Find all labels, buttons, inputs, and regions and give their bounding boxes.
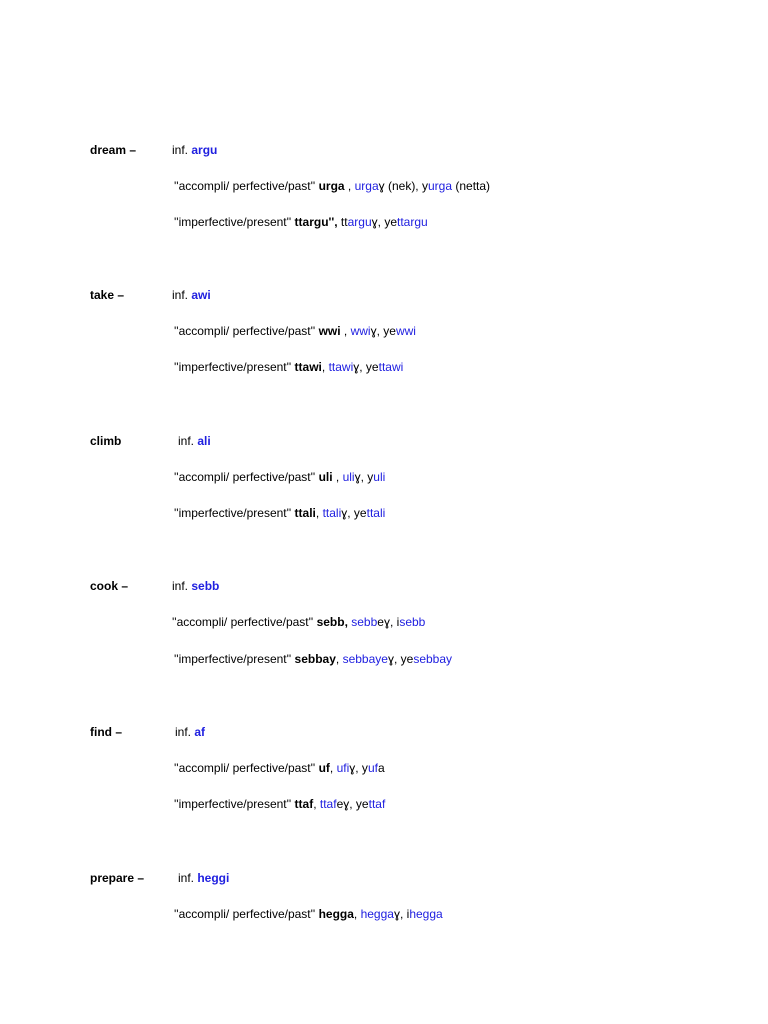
text-run: inf. [172,288,192,302]
text-run: ''imperfective/present'' [174,215,295,229]
highlighted-form: ttaf [368,797,386,811]
text-run: , [353,907,361,921]
entry-perfective-line [174,178,490,194]
highlighted-form: uf [367,761,378,775]
text-run: eɣ, [377,615,397,629]
entry-infinitive [172,287,211,303]
bold-form: ttawi [294,360,322,374]
bold-form: sebb, [316,615,348,629]
highlighted-form: sebbaye [342,652,388,666]
text-run: ɣ, ye [371,215,397,229]
highlighted-form: urga [354,179,379,193]
text-run: ''accompli/ perfective/past'' [174,179,319,193]
bold-form: uli [318,470,333,484]
text-run: , [315,506,323,520]
text-run: , [332,470,343,484]
text-run: (netta) [452,179,491,193]
highlighted-form: uli [373,470,386,484]
highlighted-form: ttali [322,506,342,520]
text-run: ''accompli/ perfective/past'' [174,470,319,484]
highlighted-form: argu [347,215,372,229]
text-run: inf. [178,434,198,448]
highlighted-form: hegga [409,907,443,921]
text-run: ɣ, ye [341,506,367,520]
text-run: , [335,652,343,666]
highlighted-form: ttaf [319,797,337,811]
highlighted-form: argu [191,143,218,157]
bold-form: sebbay [294,652,336,666]
highlighted-form: af [194,725,206,739]
entry-term: climb [90,434,122,448]
text-run: inf. [172,579,192,593]
entry-infinitive [175,724,205,740]
text-run: ''accompli/ perfective/past'' [172,615,317,629]
text-run: ɣ, y [354,470,374,484]
bold-form: ttali [294,506,316,520]
entry-imperfective-line [174,505,385,521]
highlighted-form: wwi [350,324,371,338]
bold-form: hegga [318,907,354,921]
text-run: eɣ, ye [336,797,369,811]
bold-form: uf [318,761,330,775]
text-run: a [377,761,385,775]
highlighted-form: urga [427,179,453,193]
entry-infinitive [172,142,217,158]
text-run: , [313,797,320,811]
text-run: ''imperfective/present'' [174,360,295,374]
bold-form: urga [318,179,345,193]
entry-perfective-line [174,469,385,485]
highlighted-form: ufi [336,761,350,775]
entry-term: prepare – [90,871,145,885]
text-run: , [340,324,351,338]
entry-infinitive [178,870,229,886]
entry-perfective-line [174,906,443,922]
text-run: ɣ, i [393,907,410,921]
text-run: ɣ, y [349,761,368,775]
text-run: inf. [178,871,198,885]
entry-term: cook – [90,579,129,593]
text-run: ɣ, ye [387,652,414,666]
text-run: ''imperfective/present'' [174,797,295,811]
entry-imperfective-line [174,214,428,230]
highlighted-form: wwi [395,324,416,338]
text-run: , [344,179,355,193]
highlighted-form: ttargu [397,215,428,229]
text-run: , [321,360,329,374]
entry-perfective-line [172,614,425,630]
text-run: ɣ (nek), y [378,179,428,193]
entry-perfective-line [174,760,385,776]
highlighted-form: sebb [399,615,426,629]
text-run: ''accompli/ perfective/past'' [174,761,319,775]
text-run: inf. [175,725,195,739]
highlighted-form: ali [197,434,211,448]
entry-infinitive [178,433,211,449]
entry-perfective-line [174,323,416,339]
highlighted-form: heggi [197,871,230,885]
entry-imperfective-line [174,796,385,812]
text-run: tt [337,215,348,229]
text-run: ɣ, ye [370,324,396,338]
entry-imperfective-line [174,359,403,375]
text-run: ''accompli/ perfective/past'' [174,907,319,921]
entry-term: take – [90,288,125,302]
highlighted-form: uli [342,470,355,484]
text-run: ɣ, ye [353,360,379,374]
bold-form: wwi [318,324,341,338]
highlighted-form: ttawi [328,360,354,374]
entry-term: find – [90,725,122,739]
entry-imperfective-line [174,651,452,667]
highlighted-form: sebbay [413,652,453,666]
text-run: ''imperfective/present'' [174,652,295,666]
text-run: ''accompli/ perfective/past'' [174,324,319,338]
text-run: ''imperfective/present'' [174,506,295,520]
bold-form: ttaf [294,797,314,811]
highlighted-form: ttali [366,506,386,520]
highlighted-form: sebb [191,579,220,593]
entry-term: dream – [90,143,137,157]
text-run: inf. [172,143,192,157]
entry-infinitive [172,578,219,594]
highlighted-form: hegga [360,907,394,921]
bold-form: ttargu'', [294,215,338,229]
highlighted-form: awi [191,288,211,302]
highlighted-form: sebb [351,615,378,629]
text-run: , [329,761,337,775]
highlighted-form: ttawi [378,360,404,374]
text-run: i [396,615,400,629]
